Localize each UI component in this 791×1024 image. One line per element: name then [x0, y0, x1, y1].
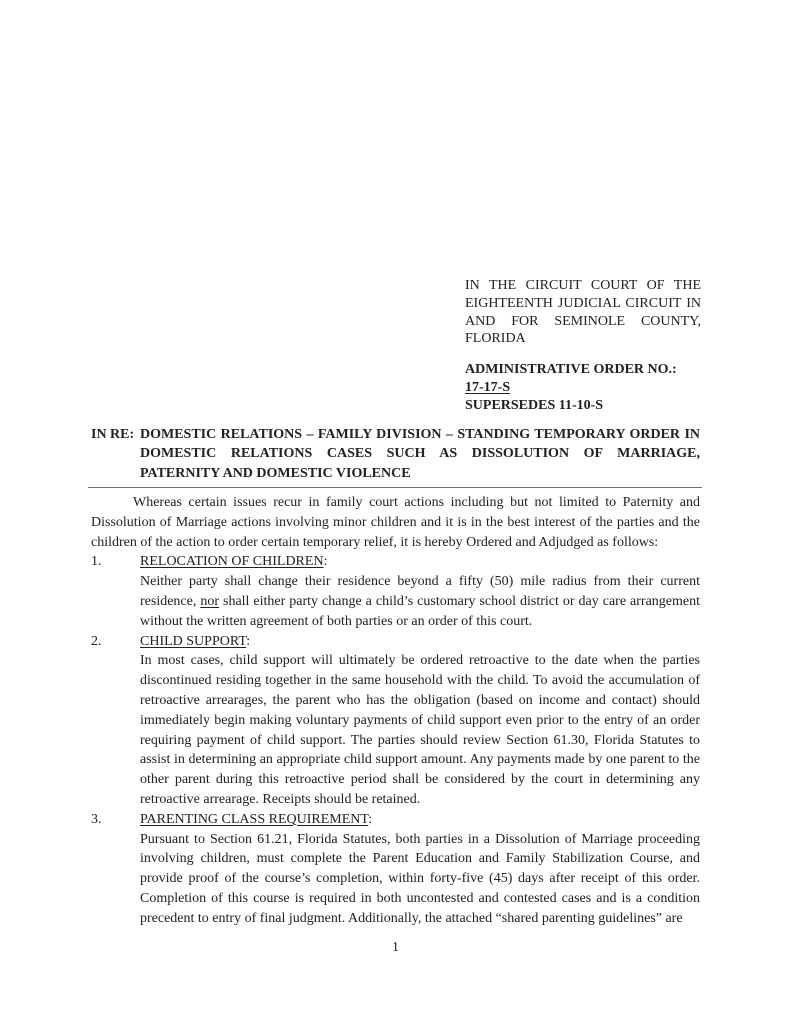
section-body: Pursuant to Section 61.21, Florida Statutes, both parties in a Dissolution of Marriage proceeding involving children, must complete the Parent Education and Family Stabilization Course, and provide proof of the course’s completion, within forty-five (45) days after receipt of this order. Completion of this course is required in both uncontested and contested cases and is a condition precedent to entry of final judgment. Additionally, the attached “shared parenting guidelines” are: [140, 831, 700, 926]
admin-order-block: [465, 361, 701, 414]
section-heading-colon: :: [246, 633, 251, 649]
document-content: [91, 0, 700, 929]
section-number: 3.: [91, 811, 102, 827]
supersedes-line: SUPERSEDES 11-10-S: [465, 397, 604, 413]
section-body: In most cases, child support will ultimately be ordered retroactive to the date when the parties discontinued residing together in the same household with the child. To avoid the accumulation of retroactive arrearages, the parent who has the obligation (based on income and contact) should immediately begin making voluntary payments of child support even prior to the entry of an order requiring payment of child support. The parties should review Section 61.30, Florida Statutes to assist in determining an appropriate child support amount. Any payments made by one parent to the other parent during this retroactive period shall be considered by the court in determining any retroactive arrearage. Receipts should be retained.: [140, 653, 700, 807]
section-heading-colon: :: [368, 811, 373, 827]
court-name: IN THE CIRCUIT COURT OF THE EIGHTEENTH JUDICIAL CIRCUIT IN AND FOR SEMINOLE COUNTY, FLORIDA: [465, 278, 701, 347]
section-relocation-of-children: [91, 552, 700, 631]
section-parenting-class-requirement: [91, 810, 700, 929]
in-re-label: IN RE:: [91, 426, 135, 442]
court-caption-block: [465, 0, 701, 415]
section-heading-text: RELOCATION OF CHILDREN: [140, 554, 324, 570]
page-number: 1: [392, 940, 399, 955]
section-body: Neither party shall change their residence beyond a fifty (50) mile radius from their current residence, nor shall either party change a child’s customary school district or day care arrangement without the written agreement of both parties or an order of this court.: [140, 574, 700, 629]
section-number: 1.: [91, 554, 102, 570]
section-divider: [88, 487, 702, 488]
section-heading: [140, 632, 700, 652]
section-heading-colon: :: [323, 554, 328, 570]
section-number: 2.: [91, 633, 102, 649]
preamble-paragraph: Whereas certain issues recur in family court actions including but not limited to Paternity and Dissolution of Marriage actions involving minor children and it is in the best interest of the parties and the children of the action to order certain temporary relief, it is hereby Ordered and Adjudged as follows:: [91, 494, 700, 550]
admin-order-label: ADMINISTRATIVE ORDER NO.:: [465, 362, 677, 378]
section-child-support: [91, 632, 700, 810]
section-heading-text: PARENTING CLASS REQUIREMENT: [140, 811, 369, 827]
in-re-heading: [91, 425, 700, 484]
section-heading-text: CHILD SUPPORT: [140, 633, 247, 649]
section-heading: [140, 552, 700, 572]
in-re-title: DOMESTIC RELATIONS – FAMILY DIVISION – STANDING TEMPORARY ORDER IN DOMESTIC RELATIONS CASES SUCH AS DISSOLUTION OF MARRIAGE, PATERNITY AND DOMESTIC VIOLENCE: [140, 426, 700, 482]
section-heading: [140, 810, 700, 830]
admin-order-number: 17-17-S: [465, 379, 511, 395]
